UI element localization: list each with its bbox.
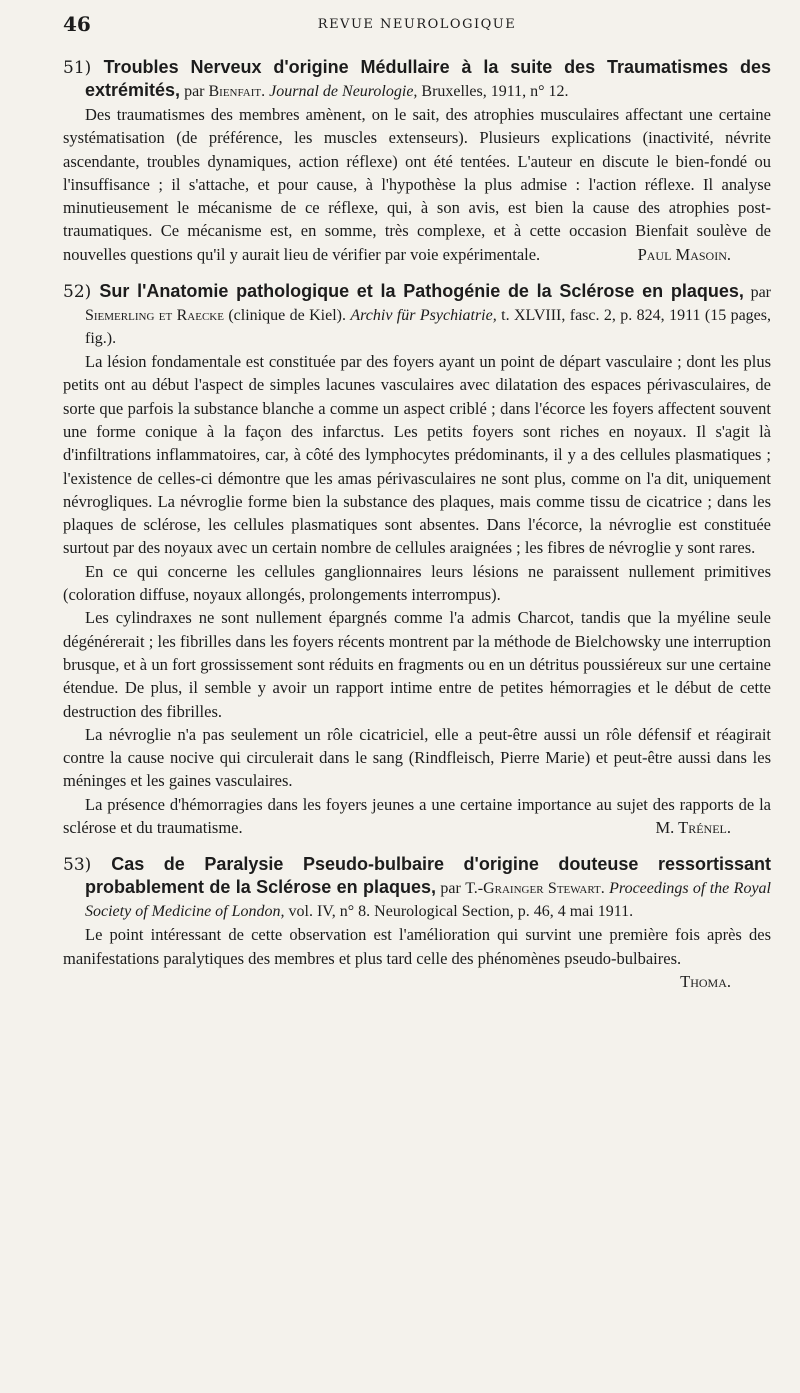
paragraph: La présence d'hémorragies dans les foyers jeunes a une certaine importance au sujet des rapports de la sclérose et du traumatisme. M. Trénel. — [63, 793, 771, 840]
article-reference: Bruxelles, 1911, n° 12. — [417, 83, 569, 100]
article-number: 51) — [63, 58, 92, 78]
reviewer-signature: M. Trénel. — [655, 818, 731, 838]
article-heading: 52) Sur l'Anatomie pathologique et la Pathogénie de la Sclérose en plaques, par Siemerling et Raecke (clinique de Kiel). Archiv für Psychiatrie, t. XLVIII, fasc. 2, p. 824, 1911 (15 pages, fig.). — [63, 281, 772, 348]
paragraph: La névroglie n'a pas seulement un rôle cicatriciel, elle a peut-être aussi un rôle défensif et réagirait contre la cause nocive qui circulerait dans le sang (Rindfleisch, Pierre Marie) et peut-être aussi dans les méninges et les gaines vasculaires. — [63, 724, 771, 791]
paragraph: Le point intéressant de cette observation est l'amélioration qui survint une première fois après des manifestations paralytiques des membres et plus tard celle des phénomènes pseudo-bulbaires. Thoma. — [63, 923, 771, 970]
paragraph: La lésion fondamentale est constituée par des foyers ayant un point de départ vasculaire ; dont les plus petits ont au début l'aspect de simples lacunes vasculaires avec dilatation des espaces périvasculaires, de sorte que parfois la substance blanche a comme un aspect criblé ; dans l'écorce les foyers affectent souvent une forme conique à la façon des infarctus. Les petits foyers sont riches en noyaux. Il s'agit là d'infiltrations inflammatoires, car, à côté des lymphocytes prédominants, il y a des cellules plasmatiques ; l'existence de celles-ci démontre que les amas périvasculaires ne sont plus, comme on l'a dit, uniquement névrogliques. La névroglie forme bien la substance des plaques, mais comme tissu de cicatrice ; dans les plaques de sclérose, les cellules plasmatiques sont absentes. Dans l'écorce, la névroglie est constituée surtout par des noyaux avec un certain nombre de cellules araignées ; les fibres de névroglie y sont rares. — [63, 352, 771, 558]
article-52 — [63, 280, 771, 839]
paragraph: En ce qui concerne les cellules ganglionnaires leurs lésions ne paraissent nullement primitives (coloration diffuse, noyaux allongés, prolongements interrompus). — [63, 561, 771, 605]
article-author: Bienfait — [208, 83, 262, 100]
article-title: Cas de Paralysie Pseudo-bulbaire d'origine douteuse ressortissant probablement de la Sclérose en plaques, — [85, 854, 772, 898]
page-number: 46 — [63, 12, 91, 36]
article-journal: Proceedings of the Royal Society of Medicine of London, — [85, 880, 771, 921]
article-reference: vol. IV, n° 8. Neurological Section, p. 46, 4 mai 1911. — [284, 903, 634, 921]
article-heading: 51) Troubles Nerveux d'origine Médullaire à la suite des Traumatismes des extrémités, par Bienfait. Journal de Neurologie, Bruxelles, 1911, n° 12. — [63, 57, 772, 100]
article-journal: Journal de Neurologie, — [269, 83, 418, 100]
article-author: Siemerling et Raecke — [85, 307, 224, 325]
article-title: Troubles Nerveux d'origine Médullaire à la suite des Traumatismes des extrémités, — [85, 57, 772, 100]
reviewer-signature: Thoma. — [680, 971, 731, 991]
article-number: 52) — [63, 282, 92, 303]
article-53 — [63, 853, 772, 991]
article-51 — [63, 56, 771, 266]
running-head — [63, 12, 771, 42]
article-number: 53) — [63, 855, 92, 876]
reviewer-signature: Paul Masoin. — [637, 244, 731, 264]
article-reference: t. XLVIII, fasc. 2, p. 824, 1911 (15 pages, fig.). — [85, 307, 772, 348]
paragraph: Des traumatismes des membres amènent, on le sait, des atrophies musculaires affectant une certaine systématisation (de préférence, les muscles extenseurs). Plusieurs explications (inactivité, névrite ascendante, troubles dynamiques, action réflexe) ont été tentées. L'auteur en discute le bien-fondé ou l'insuffisance ; il s'attache, et pour cause, à l'hypothèse la plus admise : l'action réflexe. Il analyse minutieusement le mécanisme de ce réflexe, qui, à son avis, est bien la cause des atrophies post-traumatiques. Ce mécanisme est, en somme, très complexe, et à cette occasion Bienfait soulève de nouvelles questions qu'il y aurait lieu de vérifier par voie expérimentale. Paul Masoin. — [63, 103, 771, 266]
paragraph: Les cylindraxes ne sont nullement épargnés comme l'a admis Charcot, tandis que la myéline seule dégénérerait ; les fibrilles dans les foyers récents montrent par la méthode de Bielchowsky une interruption brusque, et à un fort grossissement sont réduits en fragments ou en un détritus poussiéreux sur une certaine étendue. De plus, il semble y avoir un rapport intime entre de petites hémorragies et le début de cette destruction des fibrilles. — [63, 608, 771, 721]
article-title: Sur l'Anatomie pathologique et la Pathogénie de la Sclérose en plaques, — [99, 281, 744, 302]
article-journal: Archiv für Psychiatrie, — [350, 307, 497, 325]
article-author: T.-Grainger Stewart — [465, 880, 601, 898]
article-heading: 53) Cas de Paralysie Pseudo-bulbaire d'origine douteuse ressortissant probablement de la Sclérose en plaques, par T.-Grainger Stewart. Proceedings of the Royal Society of Medicine of London, vol. IV, n° 8. Neurological Section, p. 46, 4 mai 1911. — [63, 854, 772, 921]
running-head-title: REVUE NEUROLOGIQUE — [317, 17, 517, 32]
page — [63, 12, 771, 993]
